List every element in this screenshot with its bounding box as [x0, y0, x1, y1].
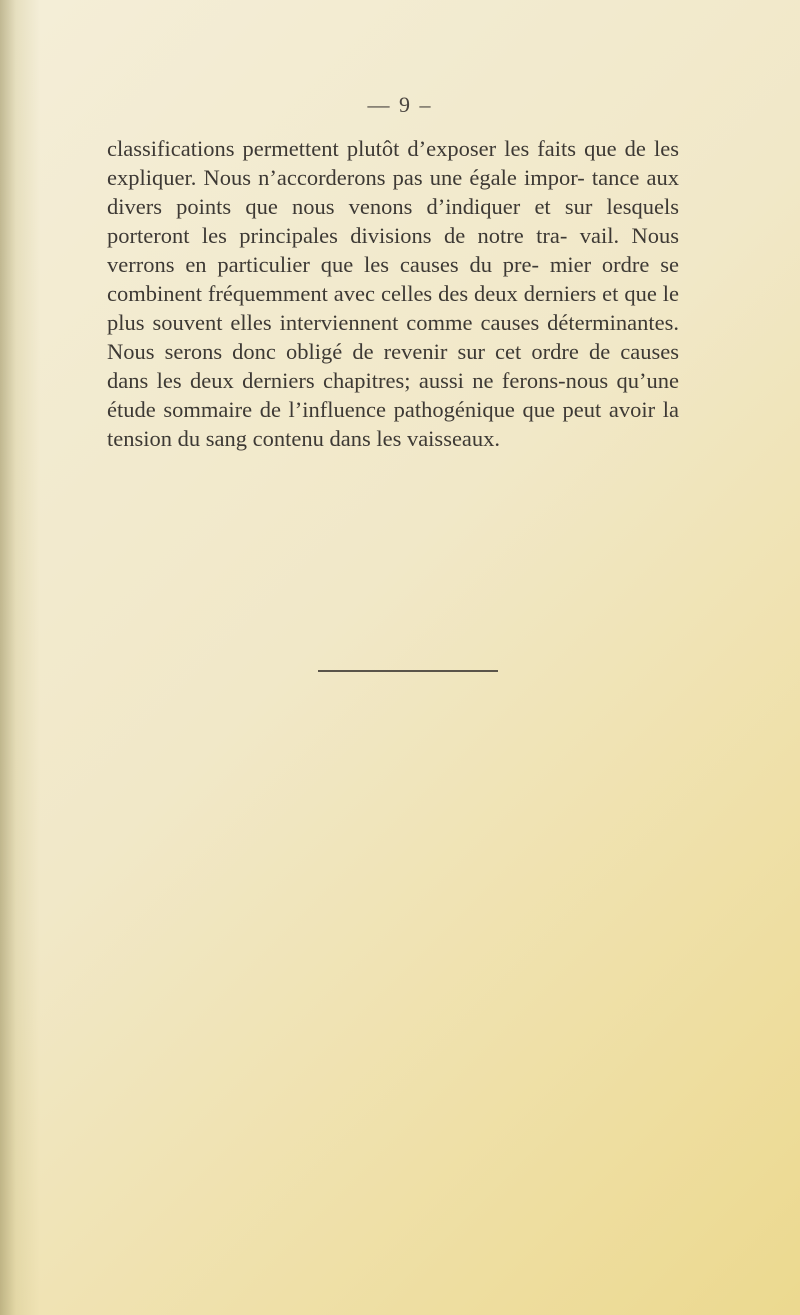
- body-text: [107, 134, 679, 453]
- paragraph: classifications permettent plutôt d’exposer les faits que de les expliquer. Nous n’accorderons pas une égale impor- tance aux divers points que nous venons d’indiquer et sur lesquels porteront les principales divisions de notre tra- vail. Nous verrons en particulier que les causes du pre- mier ordre se combinent fréquemment avec celles des deux derniers et que le plus souvent elles interviennent comme causes déterminantes. Nous serons donc obligé de revenir sur cet ordre de causes dans les deux derniers chapitres; aussi ne ferons-nous qu’une étude sommaire de l’influence pathogénique que peut avoir la tension du sang contenu dans les vaisseaux.: [107, 136, 679, 451]
- binding-shadow: [0, 0, 40, 1315]
- page-number: — 9 –: [367, 92, 433, 117]
- section-divider: [318, 670, 498, 672]
